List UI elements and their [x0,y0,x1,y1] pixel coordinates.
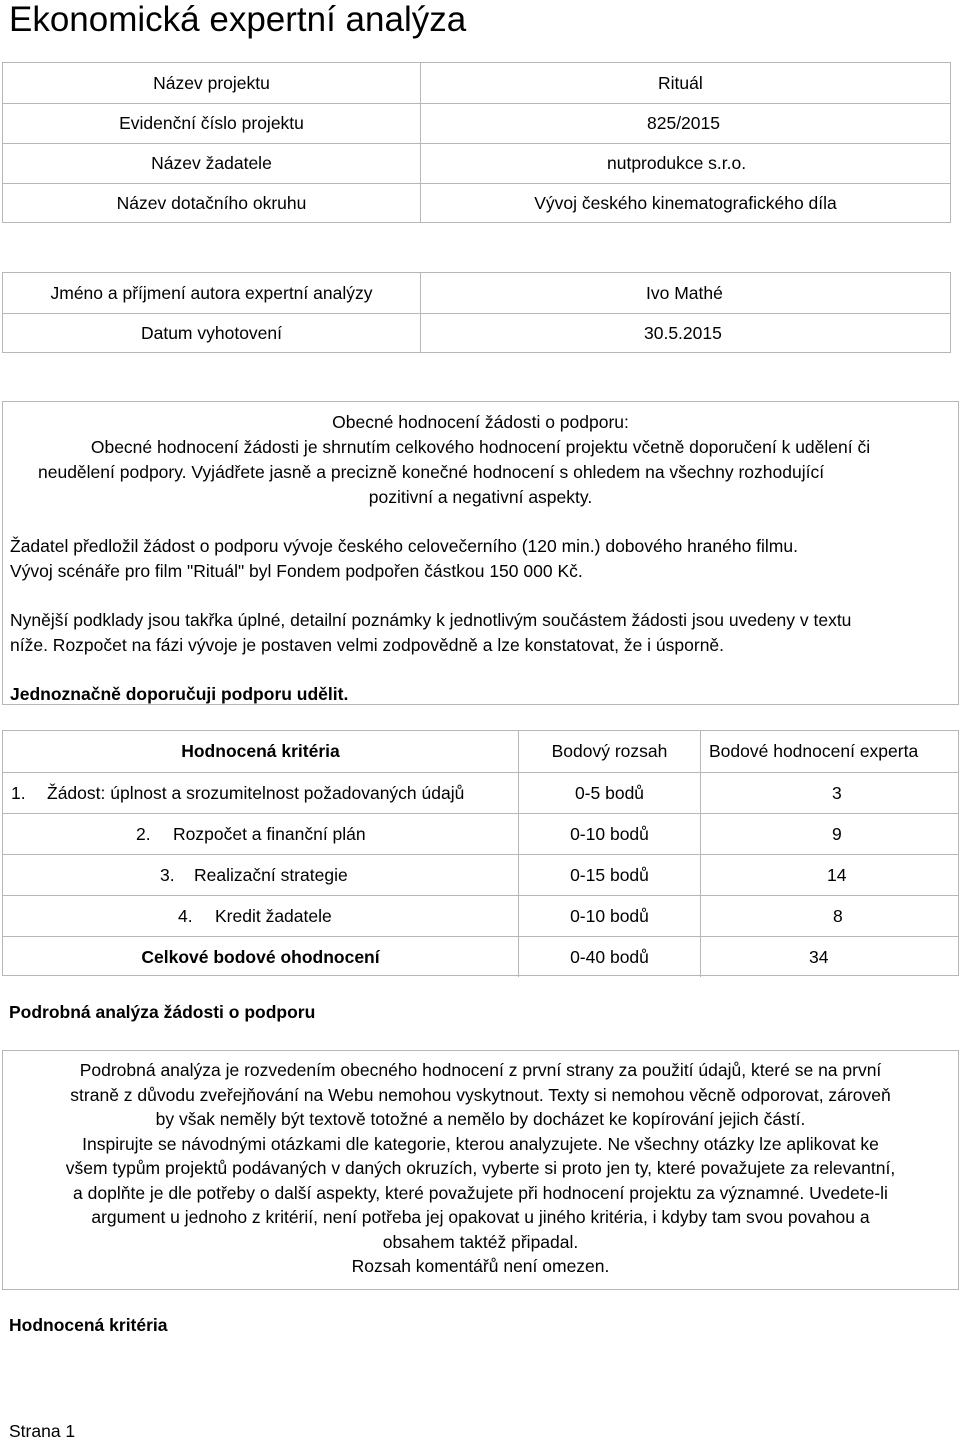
criterion-cell [3,773,519,813]
project-info-table [2,62,951,223]
page-number: Strana 1 [9,1421,76,1441]
project-number-label: Evidenční číslo projektu [3,104,421,143]
criterion-number: 1. [11,782,26,803]
applicant-label: Název žadatele [3,144,421,183]
table-row [3,813,958,854]
criteria-header-criterion: Hodnocená kritéria [3,731,519,772]
table-row [3,103,950,143]
criteria-total-row [3,936,958,977]
table-row [3,895,958,936]
criterion-score: 8 [833,905,843,926]
criterion-score: 14 [827,864,847,885]
general-paragraph-line: Vývoj scénáře pro film "Rituál" byl Fondem podpořen částkou 150 000 Kč. [10,561,583,581]
general-heading: Obecné hodnocení žádosti o podporu: [332,412,629,432]
table-row [3,313,950,353]
detail-heading: Podrobná analýza žádosti o podporu [9,1002,316,1022]
detail-line: obsahem taktéž připadal. [382,1231,579,1252]
document-title: Ekonomická expertní analýza [9,0,467,39]
table-row [3,854,958,895]
criterion-label: Rozpočet a finanční plán [173,823,366,844]
project-name-label: Název projektu [3,63,421,103]
project-name-value: Rituál [658,72,703,93]
criterion-number: 4. [178,905,193,926]
criterion-number: 2. [136,823,151,844]
criteria-table [2,730,959,976]
table-row [3,772,958,813]
criterion-label: Kredit žadatele [215,905,332,926]
date-value: 30.5.2015 [644,323,722,343]
project-number-value: 825/2015 [647,113,720,133]
general-paragraph-line: níže. Rozpočet na fázi vývoje je postaven velmi zodpovědně a lze konstatovat, že i úsporně. [10,635,725,655]
detail-line: Rozsah komentářů není omezen. [351,1256,610,1276]
criterion-score: 3 [832,782,842,803]
detail-line: straně z důvodu zveřejňování na Webu nemohou vyskytnout. Texty si nemohou věcně odporovat, zároveň [70,1084,891,1105]
criteria-heading: Hodnocená kritéria [9,1315,168,1335]
total-score: 34 [809,946,829,967]
criterion-range: 0-10 bodů [519,896,701,936]
table-row [3,273,950,313]
criterion-range: 0-10 bodů [519,814,701,854]
general-paragraph-line: Žadatel předložil žádost o podporu vývoje českého celovečerního (120 min.) dobového hraného filmu. [10,536,798,556]
criteria-header-score: Bodové hodnocení experta [709,741,919,761]
criterion-range: 0-5 bodů [519,773,701,813]
total-label: Celkové bodové ohodnocení [3,937,519,977]
criterion-cell [3,896,519,936]
criterion-cell [3,855,519,895]
detail-instructions [2,1050,959,1290]
author-info-table [2,272,951,353]
detail-line: Podrobná analýza je rozvedením obecného hodnocení z první strany za použití údajů, které se na první [79,1060,882,1080]
detail-line: Inspirujte se návodnými otázkami dle kategorie, kterou analyzujete. Ne všechny otázky lze aplikovat ke [82,1133,879,1154]
detail-line: by však neměly být textově totožné a nemělo by docházet ke kopírování jejich částí. [155,1109,806,1129]
criterion-number: 3. [160,864,175,885]
recommendation: Jednoznačně doporučuji podporu udělit. [10,684,349,704]
table-row [3,143,950,183]
table-row [3,183,950,223]
criterion-range: 0-15 bodů [519,855,701,895]
applicant-value: nutprodukce s.r.o. [607,153,747,173]
detail-line: a doplňte je dle potřeby o další aspekty, které považujete při hodnocení projektu za významné. Uvedete-li [73,1182,888,1203]
table-row [3,63,950,103]
general-evaluation [2,401,959,705]
general-description-line: neudělení podpory. Vyjádřete jasně a precizně konečné hodnocení s ohledem na všechny rozhodující [38,462,825,482]
criterion-cell [3,814,519,854]
criteria-header-range: Bodový rozsah [519,731,701,772]
date-label: Datum vyhotovení [3,314,421,353]
criterion-label: Realizační strategie [194,864,348,885]
criterion-label: Žádost: úplnost a srozumitelnost požadovaných údajů [47,782,465,803]
author-name-value: Ivo Mathé [646,282,723,303]
grant-area-label: Název dotačního okruhu [3,184,421,223]
criteria-header-row [3,731,958,772]
grant-area-value: Vývoj českého kinematografického díla [534,193,837,213]
criterion-score: 9 [832,823,842,844]
general-paragraph-line: Nynější podklady jsou takřka úplné, detailní poznámky k jednotlivým součástem žádosti jsou uvedeny v textu [10,610,852,630]
general-description-line: pozitivní a negativní aspekty. [368,487,593,507]
detail-line: všem typům projektů podávaných v daných okruzích, vyberte si proto jen ty, které považujete za relevantní, [65,1158,896,1178]
total-range: 0-40 bodů [519,937,701,977]
general-description-line: Obecné hodnocení žádosti je shrnutím celkového hodnocení projektu včetně doporučení k udělení či [90,437,871,457]
author-name-label: Jméno a příjmení autora expertní analýzy [3,273,421,313]
detail-line: argument u jednoho z kritérií, není potřeba jej opakovat u jiného kritéria, i kdyby tam svou povahou a [91,1207,870,1227]
